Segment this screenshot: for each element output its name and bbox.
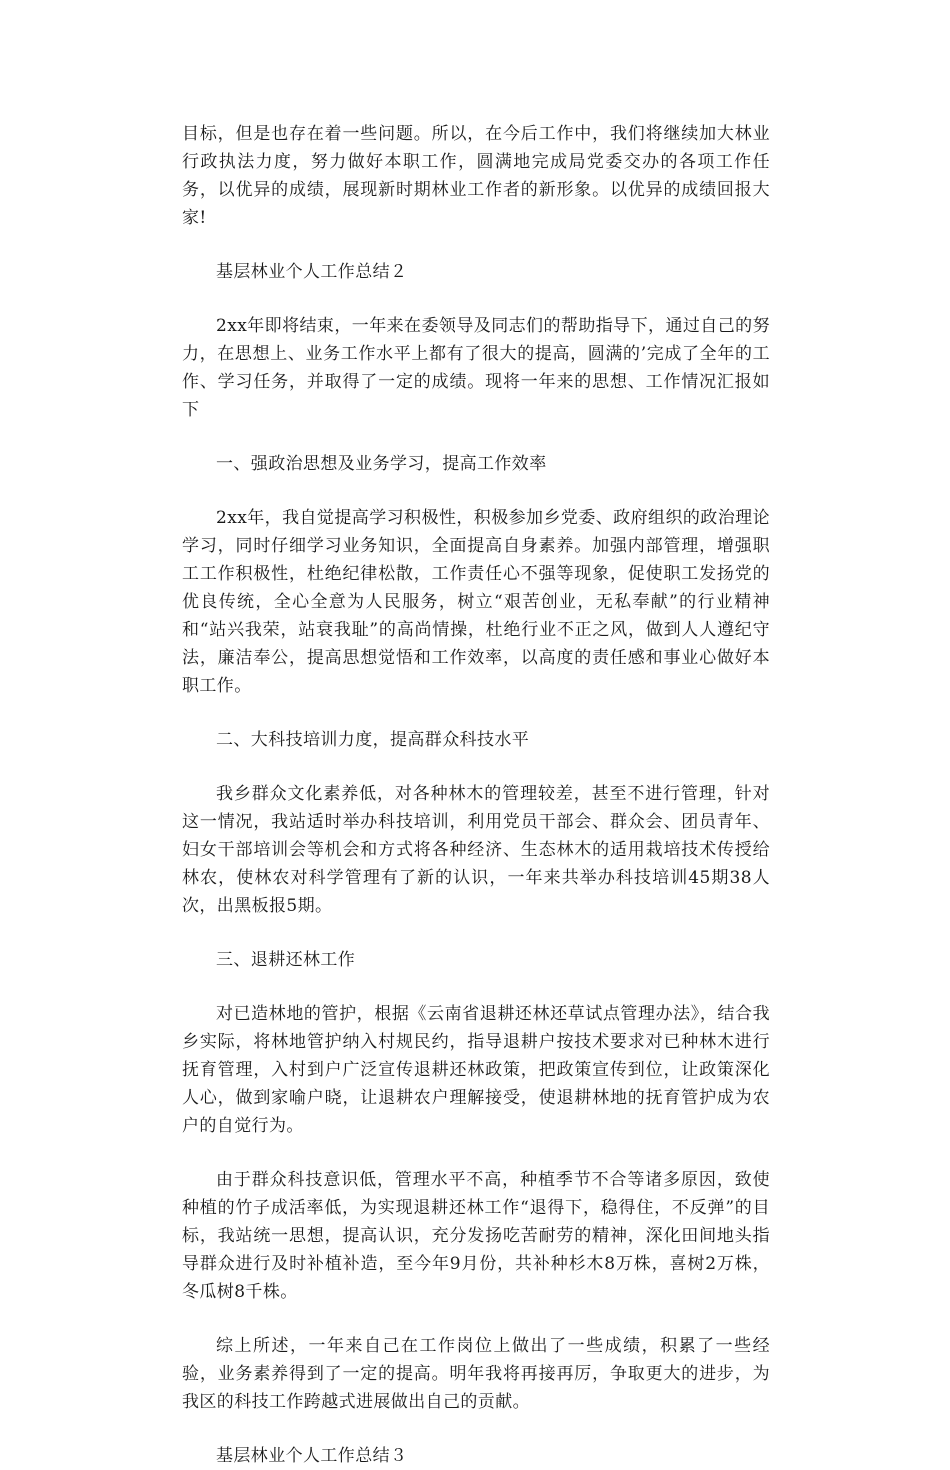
document-body xyxy=(182,120,770,1470)
paragraph-political-study: 2xx年，我自觉提高学习积极性，积极参加乡党委、政府组织的政治理论学习，同时仔细学习业务知识，全面提高自身素养。加强内部管理，增强职工工作积极性，杜绝纪律松散，工作责任心不强等现象，促使职工发扬党的优良传统，全心全意为人民服务，树立“艰苦创业，无私奉献”的行业精神和“站兴我荣，站衰我耻”的高尚情操，杜绝行业不正之风，做到人人遵纪守法，廉洁奉公，提高思想觉悟和工作效率，以高度的责任感和事业心做好本职工作。 xyxy=(182,508,770,696)
heading-tech-training: 二、大科技培训力度，提高群众科技水平 xyxy=(216,730,530,750)
heading-political-study: 一、强政治思想及业务学习，提高工作效率 xyxy=(216,454,547,474)
paragraph-closing-summary: 综上所述，一年来自己在工作岗位上做出了一些成绩，积累了一些经验，业务素养得到了一定的提高。明年我将再接再厉，争取更大的进步，为我区的科技工作跨越式进展做出自己的贡献。 xyxy=(182,1336,770,1412)
heading-reforestation: 三、退耕还林工作 xyxy=(216,950,356,970)
paragraph-replanting: 由于群众科技意识低，管理水平不高，种植季节不合等诸多原因，致使种植的竹子成活率低，为实现退耕还林工作“退得下，稳得住，不反弹”的目标，我站统一思想，提高认识，充分发扬吃苦耐劳的精神，深化田间地头指导群众进行及时补植补造，至今年9月份，共补种杉木8万株，喜树2万株，冬瓜树8千株。 xyxy=(182,1170,770,1302)
paragraph-year-overview: 2xx年即将结束，一年来在委领导及同志们的帮助指导下，通过自己的努力，在思想上、业务工作水平上都有了很大的提高，圆满的’完成了全年的工作、学习任务，并取得了一定的成绩。现将一年来的思想、工作情况汇报如下 xyxy=(182,316,770,420)
section-title-summary-3: 基层林业个人工作总结３ xyxy=(216,1446,408,1466)
paragraph-intro-conclusion: 目标，但是也存在着一些问题。所以，在今后工作中，我们将继续加大林业行政执法力度，努力做好本职工作，圆满地完成局党委交办的各项工作任务，以优异的成绩，展现新时期林业工作者的新形象。以优异的成绩回报大家! xyxy=(182,124,770,228)
paragraph-tech-training: 我乡群众文化素养低，对各种林木的管理较差，甚至不进行管理，针对这一情况，我站适时举办科技培训，利用党员干部会、群众会、团员青年、妇女干部培训会等机会和方式将各种经济、生态林木的适用栽培技术传授给林农，使林农对科学管理有了新的认识，一年来共举办科技培训45期38人次，出黑板报5期。 xyxy=(182,784,770,916)
paragraph-forest-management: 对已造林地的管护，根据《云南省退耕还林还草试点管理办法》，结合我乡实际，将林地管护纳入村规民约，指导退耕户按技术要求对已种林木进行抚育管理，入村到户广泛宣传退耕还林政策，把政策宣传到位，让政策深化人心，做到家喻户晓，让退耕农户理解接受，使退耕林地的抚育管护成为农户的自觉行为。 xyxy=(182,1004,770,1136)
section-title-summary-2: 基层林业个人工作总结２ xyxy=(216,262,408,282)
